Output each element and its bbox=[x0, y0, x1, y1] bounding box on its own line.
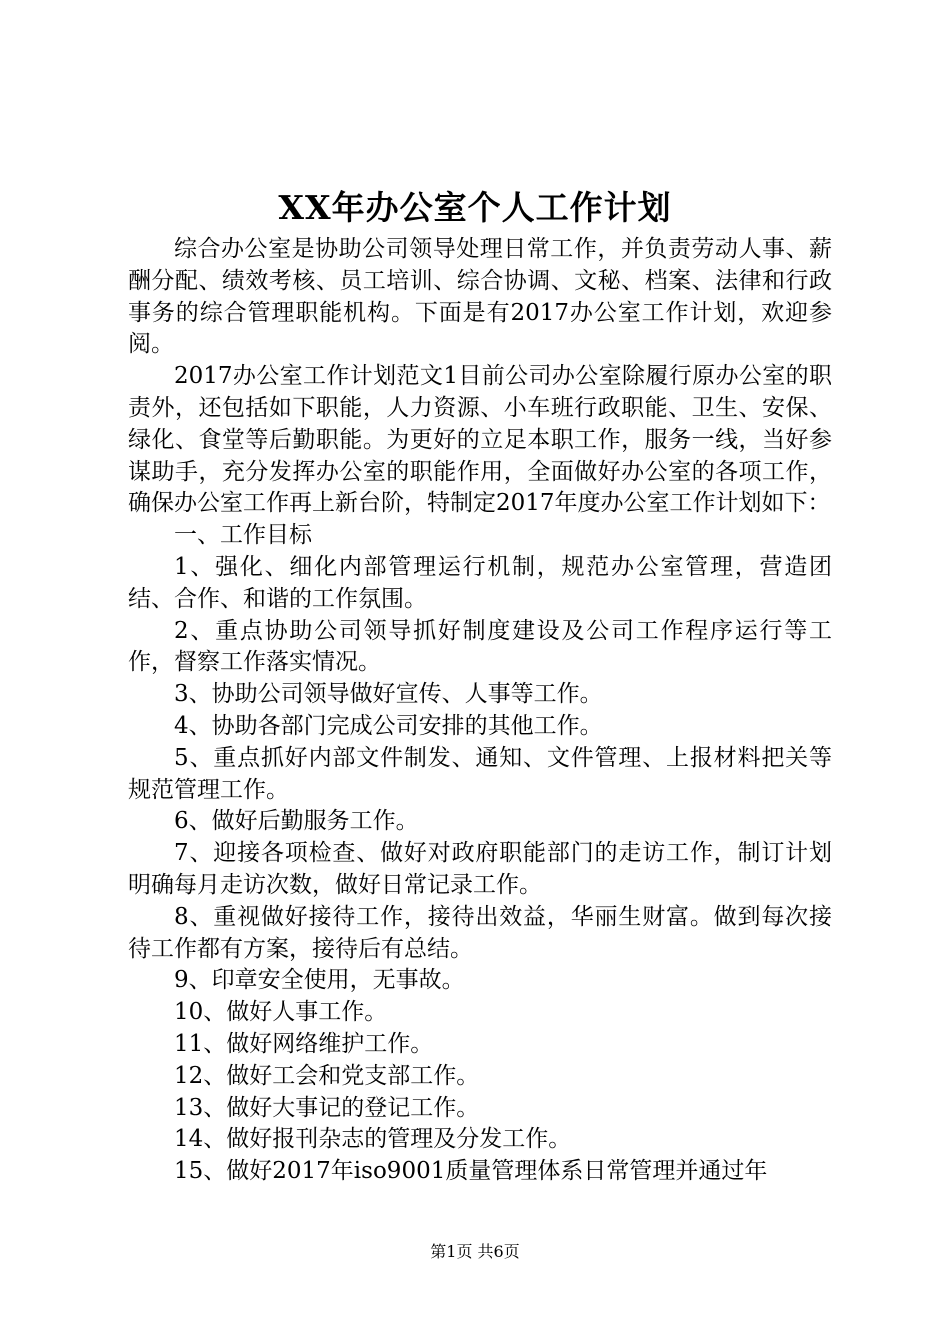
paragraph-overview: 2017办公室工作计划范文1目前公司办公室除履行原办公室的职责外，还包括如下职能，人力资源、小车班行政职能、卫生、安保、绿化、食堂等后勤职能。为更好的立足本职工作，服务一线，当好参谋助手，充分发挥办公室的职能作用，全面做好办公室的各项工作，确保办公室工作再上新台阶，特制定2017年度办公室工作计划如下： bbox=[128, 363, 832, 517]
list-item: 9、印章安全使用，无事故。 bbox=[174, 967, 465, 994]
list-item: 4、协助各部门完成公司安排的其他工作。 bbox=[174, 712, 603, 739]
list-item: 7、迎接各项检查、做好对政府职能部门的走访工作，制订计划明确每月走访次数，做好日常记录工作。 bbox=[128, 840, 832, 898]
document-title: XX年办公室个人工作计划 bbox=[278, 188, 672, 227]
list-item: 3、协助公司领导做好宣传、人事等工作。 bbox=[174, 681, 603, 708]
section-heading-goals: 一、工作目标 bbox=[174, 522, 312, 549]
list-item: 2、重点协助公司领导抓好制度建设及公司工作程序运行等工作，督察工作落实情况。 bbox=[128, 617, 832, 676]
list-item: 10、做好人事工作。 bbox=[174, 999, 388, 1026]
list-item: 13、做好大事记的登记工作。 bbox=[174, 1094, 480, 1121]
list-item: 12、做好工会和党支部工作。 bbox=[174, 1062, 480, 1089]
list-item: 6、做好后勤服务工作。 bbox=[174, 808, 419, 835]
list-item: 15、做好2017年iso9001质量管理体系日常管理并通过年 bbox=[174, 1158, 768, 1185]
page-number-footer: 第1页 共6页 bbox=[430, 1242, 520, 1261]
list-item: 11、做好网络维护工作。 bbox=[174, 1030, 434, 1057]
list-item: 5、重点抓好内部文件制发、通知、文件管理、上报材料把关等规范管理工作。 bbox=[128, 744, 832, 803]
list-item: 8、重视做好接待工作，接待出效益，华丽生财富。做到每次接待工作都有方案，接待后有总结。 bbox=[128, 903, 832, 962]
paragraph-intro: 综合办公室是协助公司领导处理日常工作，并负责劳动人事、薪酬分配、绩效考核、员工培训、综合协调、文秘、档案、法律和行政事务的综合管理职能机构。下面是有2017办公室工作计划，欢迎参阅。 bbox=[128, 236, 832, 358]
list-item: 1、强化、细化内部管理运行机制，规范办公室管理，营造团结、合作、和谐的工作氛围。 bbox=[128, 553, 832, 612]
document-body bbox=[128, 234, 832, 1188]
list-item: 14、做好报刊杂志的管理及分发工作。 bbox=[174, 1126, 572, 1153]
